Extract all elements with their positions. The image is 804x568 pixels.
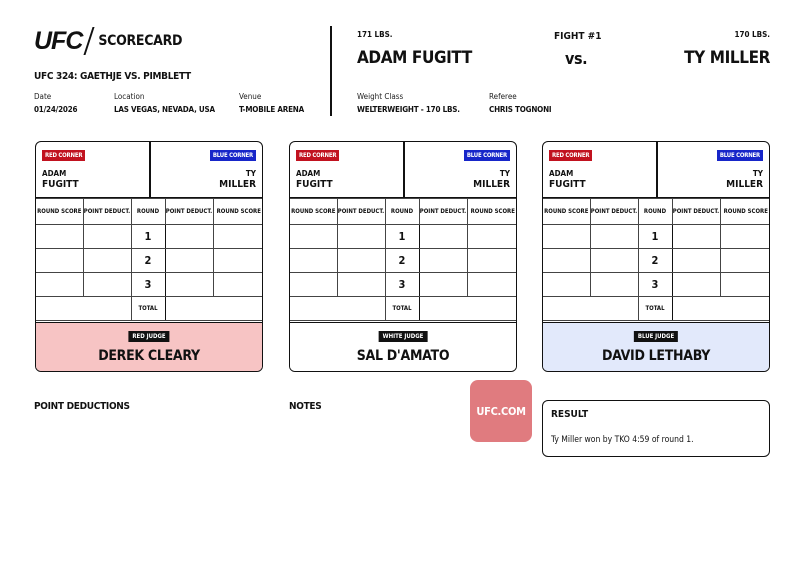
ufc-logo: UFC bbox=[34, 26, 83, 55]
corner-divider bbox=[149, 142, 151, 198]
table-row bbox=[290, 225, 517, 249]
table-row bbox=[36, 273, 263, 297]
score-cell bbox=[165, 249, 213, 273]
point-deductions-title: POINT DEDUCTIONS bbox=[34, 401, 130, 412]
score-cell bbox=[590, 249, 638, 273]
weight-class-field bbox=[357, 92, 460, 114]
total-label: TOTAL bbox=[131, 297, 165, 321]
red-corner-name bbox=[549, 168, 586, 190]
header-logo-block bbox=[34, 24, 324, 58]
score-cell bbox=[419, 273, 467, 297]
blue-first-name: TY bbox=[499, 169, 510, 178]
fight-number: FIGHT #1 bbox=[554, 31, 602, 42]
red-corner-name bbox=[42, 168, 79, 190]
score-cell bbox=[36, 249, 83, 273]
blue-first-name: TY bbox=[752, 169, 763, 178]
round-number: 2 bbox=[638, 249, 672, 273]
judge-badge: RED JUDGE bbox=[128, 331, 169, 342]
blue-corner-badge: BLUE CORNER bbox=[717, 150, 763, 161]
judge-badge: WHITE JUDGE bbox=[379, 331, 428, 342]
round-number: 2 bbox=[385, 249, 419, 273]
referee-value: CHRIS TOGNONI bbox=[489, 105, 552, 114]
score-cell bbox=[543, 273, 590, 297]
blue-round-score-header: ROUND SCORE bbox=[720, 199, 770, 225]
score-cell bbox=[419, 225, 467, 249]
red-round-score-header: ROUND SCORE bbox=[543, 199, 590, 225]
total-row bbox=[290, 297, 517, 321]
judge-scorecard-2 bbox=[289, 141, 517, 372]
table-row bbox=[36, 249, 263, 273]
score-cell bbox=[672, 225, 720, 249]
score-cell bbox=[337, 249, 385, 273]
blue-round-score-header: ROUND SCORE bbox=[213, 199, 263, 225]
date-field bbox=[34, 92, 77, 114]
red-first-name: ADAM bbox=[42, 169, 67, 178]
table-row bbox=[543, 225, 770, 249]
referee-label: Referee bbox=[489, 92, 517, 101]
round-number: 2 bbox=[131, 249, 165, 273]
date-value: 01/24/2026 bbox=[34, 105, 78, 114]
red-last-name: FUGITT bbox=[42, 179, 79, 190]
blue-corner-badge: BLUE CORNER bbox=[210, 150, 256, 161]
score-cell bbox=[419, 249, 467, 273]
round-number: 3 bbox=[638, 273, 672, 297]
score-table bbox=[290, 198, 517, 321]
total-label: TOTAL bbox=[638, 297, 672, 321]
score-cell bbox=[467, 225, 517, 249]
score-cell bbox=[720, 225, 770, 249]
date-label: Date bbox=[34, 92, 52, 101]
weight-class-value: WELTERWEIGHT - 170 LBS. bbox=[357, 105, 460, 114]
corner-header bbox=[543, 142, 769, 198]
red-point-deduct-header: POINT DEDUCT. bbox=[83, 199, 131, 225]
red-round-score-header: ROUND SCORE bbox=[290, 199, 337, 225]
red-corner-name bbox=[296, 168, 333, 190]
red-total-cell bbox=[290, 297, 385, 321]
score-cell bbox=[83, 273, 131, 297]
venue-label: Venue bbox=[239, 92, 262, 101]
red-first-name: ADAM bbox=[549, 169, 574, 178]
judge-footer bbox=[36, 322, 262, 372]
table-row bbox=[290, 273, 517, 297]
table-row bbox=[36, 225, 263, 249]
red-last-name: FUGITT bbox=[549, 179, 586, 190]
result-box bbox=[542, 400, 770, 457]
blue-round-score-header: ROUND SCORE bbox=[467, 199, 517, 225]
judge-name: DEREK CLEARY bbox=[98, 348, 200, 364]
blue-weight: 170 LBS. bbox=[734, 30, 770, 39]
judge-badge: BLUE JUDGE bbox=[634, 331, 678, 342]
location-value: LAS VEGAS, NEVADA, USA bbox=[114, 105, 215, 114]
blue-last-name: MILLER bbox=[219, 179, 256, 190]
logo-divider bbox=[84, 27, 95, 55]
blue-corner-name bbox=[219, 168, 256, 190]
judge-scorecard-1 bbox=[35, 141, 263, 372]
blue-point-deduct-header: POINT DEDUCT. bbox=[165, 199, 213, 225]
score-cell bbox=[213, 273, 263, 297]
red-weight: 171 LBS. bbox=[357, 30, 393, 39]
score-cell bbox=[467, 249, 517, 273]
score-table bbox=[36, 198, 263, 321]
total-label: TOTAL bbox=[385, 297, 419, 321]
red-point-deduct-header: POINT DEDUCT. bbox=[337, 199, 385, 225]
notes-title: NOTES bbox=[289, 401, 322, 412]
referee-field bbox=[489, 92, 551, 114]
corner-header bbox=[36, 142, 262, 198]
score-cell bbox=[213, 249, 263, 273]
score-cell bbox=[672, 273, 720, 297]
corner-divider bbox=[403, 142, 405, 198]
red-round-score-header: ROUND SCORE bbox=[36, 199, 83, 225]
score-table bbox=[543, 198, 770, 321]
score-cell bbox=[213, 225, 263, 249]
score-cell bbox=[290, 225, 337, 249]
score-cell bbox=[543, 249, 590, 273]
judge-name: SAL D'AMATO bbox=[356, 348, 450, 364]
red-fighter-name: ADAM FUGITT bbox=[357, 48, 472, 68]
score-cell bbox=[36, 273, 83, 297]
judge-footer bbox=[543, 322, 769, 372]
round-number: 3 bbox=[385, 273, 419, 297]
venue-field bbox=[239, 92, 304, 114]
score-cell bbox=[337, 273, 385, 297]
weight-class-label: Weight Class bbox=[357, 92, 404, 101]
blue-corner-badge: BLUE CORNER bbox=[464, 150, 510, 161]
red-last-name: FUGITT bbox=[296, 179, 333, 190]
score-cell bbox=[590, 225, 638, 249]
total-row bbox=[543, 297, 770, 321]
blue-corner-name bbox=[473, 168, 510, 190]
judge-footer bbox=[290, 322, 516, 372]
round-number: 3 bbox=[131, 273, 165, 297]
score-cell bbox=[290, 273, 337, 297]
location-field bbox=[114, 92, 215, 114]
score-cell bbox=[165, 273, 213, 297]
corner-header bbox=[290, 142, 516, 198]
blue-total-cell bbox=[672, 297, 770, 321]
round-number: 1 bbox=[638, 225, 672, 249]
red-corner-badge: RED CORNER bbox=[549, 150, 592, 161]
round-number: 1 bbox=[131, 225, 165, 249]
blue-point-deduct-header: POINT DEDUCT. bbox=[419, 199, 467, 225]
blue-last-name: MILLER bbox=[726, 179, 763, 190]
judge-name: DAVID LETHABY bbox=[601, 348, 711, 364]
table-row bbox=[543, 249, 770, 273]
round-header: ROUND bbox=[385, 199, 419, 225]
score-cell bbox=[83, 249, 131, 273]
red-total-cell bbox=[36, 297, 131, 321]
score-cell bbox=[720, 273, 770, 297]
location-label: Location bbox=[114, 92, 145, 101]
judge-scorecard-3 bbox=[542, 141, 770, 372]
scorecard-title: SCORECARD bbox=[98, 33, 183, 49]
blue-point-deduct-header: POINT DEDUCT. bbox=[672, 199, 720, 225]
blue-fighter-name: TY MILLER bbox=[684, 48, 770, 68]
vs-label: vs. bbox=[565, 49, 588, 68]
total-row bbox=[36, 297, 263, 321]
header-divider bbox=[330, 26, 332, 116]
blue-total-cell bbox=[419, 297, 517, 321]
score-cell bbox=[165, 225, 213, 249]
score-cell bbox=[337, 225, 385, 249]
round-header: ROUND bbox=[131, 199, 165, 225]
red-total-cell bbox=[543, 297, 638, 321]
venue-value: T-MOBILE ARENA bbox=[239, 105, 304, 114]
blue-corner-name bbox=[726, 168, 763, 190]
red-first-name: ADAM bbox=[296, 169, 321, 178]
red-point-deduct-header: POINT DEDUCT. bbox=[590, 199, 638, 225]
score-cell bbox=[543, 225, 590, 249]
result-title: RESULT bbox=[551, 409, 589, 420]
score-cell bbox=[590, 273, 638, 297]
ufc-com-stamp: UFC.COM bbox=[470, 380, 532, 442]
corner-divider bbox=[656, 142, 658, 198]
red-corner-badge: RED CORNER bbox=[296, 150, 339, 161]
score-cell bbox=[672, 249, 720, 273]
table-row bbox=[290, 249, 517, 273]
score-cell bbox=[290, 249, 337, 273]
blue-first-name: TY bbox=[245, 169, 256, 178]
round-header: ROUND bbox=[638, 199, 672, 225]
result-text: Ty Miller won by TKO 4:59 of round 1. bbox=[551, 435, 694, 445]
event-name: UFC 324: GAETHJE VS. PIMBLETT bbox=[34, 71, 191, 82]
red-corner-badge: RED CORNER bbox=[42, 150, 85, 161]
score-cell bbox=[720, 249, 770, 273]
score-cell bbox=[467, 273, 517, 297]
score-cell bbox=[83, 225, 131, 249]
score-cell bbox=[36, 225, 83, 249]
round-number: 1 bbox=[385, 225, 419, 249]
blue-last-name: MILLER bbox=[473, 179, 510, 190]
blue-total-cell bbox=[165, 297, 263, 321]
table-row bbox=[543, 273, 770, 297]
